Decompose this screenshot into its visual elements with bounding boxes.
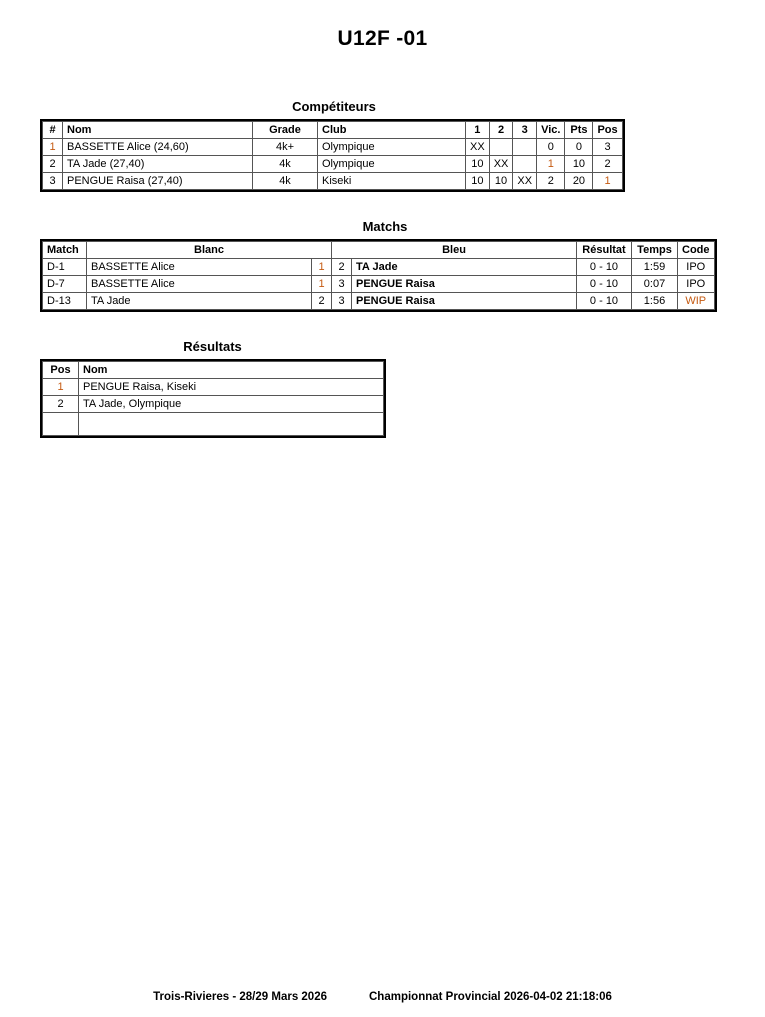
results-table-border [40,359,386,438]
matches-header-blue: Bleu [332,242,577,259]
page-title: U12F -01 [337,27,428,50]
matches-section-title: Matchs [362,219,408,234]
competitor-round-2: 10 [489,173,513,190]
competitors-header-num: # [43,122,63,139]
footer-event-title: Championnat Provincial 2026-04-02 21:18:06 [369,991,612,1003]
table-row [43,173,623,190]
competitor-round-1: 10 [466,156,490,173]
competitor-grade: 4k+ [253,139,318,156]
competitors-header-pos: Pos [593,122,622,139]
match-blue-name: PENGUE Raisa [352,276,577,293]
competitor-name: BASSETTE Alice (24,60) [63,139,253,156]
results-header-name: Nom [79,362,384,379]
footer [0,991,765,1003]
matches-section [40,219,730,317]
table-row [43,276,715,293]
competitor-position: 3 [593,139,622,156]
match-code: IPO [678,276,715,293]
competitor-grade: 4k [253,156,318,173]
results-header-row [43,362,384,379]
match-white-num: 1 [312,276,332,293]
competitor-name: TA Jade (27,40) [63,156,253,173]
competitor-club: Olympique [318,139,466,156]
match-blue-name: PENGUE Raisa [352,293,577,310]
competitors-table-border [40,119,625,192]
competitor-club: Olympique [318,156,466,173]
matches-header-row [43,242,715,259]
results-table [42,361,384,436]
result-position: 1 [43,379,79,396]
table-row [43,396,384,413]
competitor-points: 10 [565,156,593,173]
match-blue-num: 3 [332,293,352,310]
table-row [43,379,384,396]
results-section [40,339,386,443]
competitor-points: 20 [565,173,593,190]
match-white-num: 2 [312,293,332,310]
results-section-title: Résultats [183,339,242,354]
competitors-section [40,99,628,197]
matches-table-border [40,239,717,312]
competitors-header-pts: Pts [565,122,593,139]
match-id: D-1 [43,259,87,276]
table-row [43,259,715,276]
table-row [43,156,623,173]
result-name: PENGUE Raisa, Kiseki [79,379,384,396]
result-name: TA Jade, Olympique [79,396,384,413]
matches-header-code: Code [678,242,715,259]
competitors-header-club: Club [318,122,466,139]
match-code: WIP [678,293,715,310]
matches-header-time: Temps [632,242,678,259]
table-row [43,413,384,436]
competitors-header-name: Nom [63,122,253,139]
competitors-header-grade: Grade [253,122,318,139]
match-result: 0 - 10 [577,259,632,276]
match-id: D-7 [43,276,87,293]
result-position: 2 [43,396,79,413]
match-result: 0 - 10 [577,293,632,310]
competitors-header-row [43,122,623,139]
competitor-position: 2 [593,156,622,173]
matches-table [42,241,715,310]
competitor-round-1: 10 [466,173,490,190]
competitor-victories: 2 [537,173,565,190]
match-result: 0 - 10 [577,276,632,293]
result-position [43,413,79,436]
competitor-grade: 4k [253,173,318,190]
competitors-section-title: Compétiteurs [292,99,376,114]
competitor-name: PENGUE Raisa (27,40) [63,173,253,190]
match-id: D-13 [43,293,87,310]
matches-header-white: Blanc [87,242,332,259]
match-white-name: BASSETTE Alice [87,276,312,293]
table-row [43,139,623,156]
match-time: 0:07 [632,276,678,293]
matches-header-result: Résultat [577,242,632,259]
result-name [79,413,384,436]
competitor-round-3 [513,139,537,156]
competitor-club: Kiseki [318,173,466,190]
competitor-position: 1 [593,173,622,190]
match-blue-num: 3 [332,276,352,293]
competitor-round-3 [513,156,537,173]
competitor-round-2 [489,139,513,156]
competitor-num: 1 [43,139,63,156]
match-time: 1:59 [632,259,678,276]
competitor-points: 0 [565,139,593,156]
competitor-round-3: XX [513,173,537,190]
match-white-name: BASSETTE Alice [87,259,312,276]
match-blue-num: 2 [332,259,352,276]
competitor-num: 3 [43,173,63,190]
match-white-num: 1 [312,259,332,276]
match-code: IPO [678,259,715,276]
competitors-header-vic: Vic. [537,122,565,139]
match-blue-name: TA Jade [352,259,577,276]
competitor-victories: 0 [537,139,565,156]
footer-event-location: Trois-Rivieres - 28/29 Mars 2026 [153,991,327,1003]
competitors-table [42,121,623,190]
competitors-header-r1: 1 [466,122,490,139]
competitors-header-r3: 3 [513,122,537,139]
match-white-name: TA Jade [87,293,312,310]
competitor-victories: 1 [537,156,565,173]
competitors-header-r2: 2 [489,122,513,139]
match-time: 1:56 [632,293,678,310]
table-row [43,293,715,310]
competitor-round-2: XX [489,156,513,173]
competitor-round-1: XX [466,139,490,156]
competitor-num: 2 [43,156,63,173]
results-header-pos: Pos [43,362,79,379]
matches-header-match: Match [43,242,87,259]
